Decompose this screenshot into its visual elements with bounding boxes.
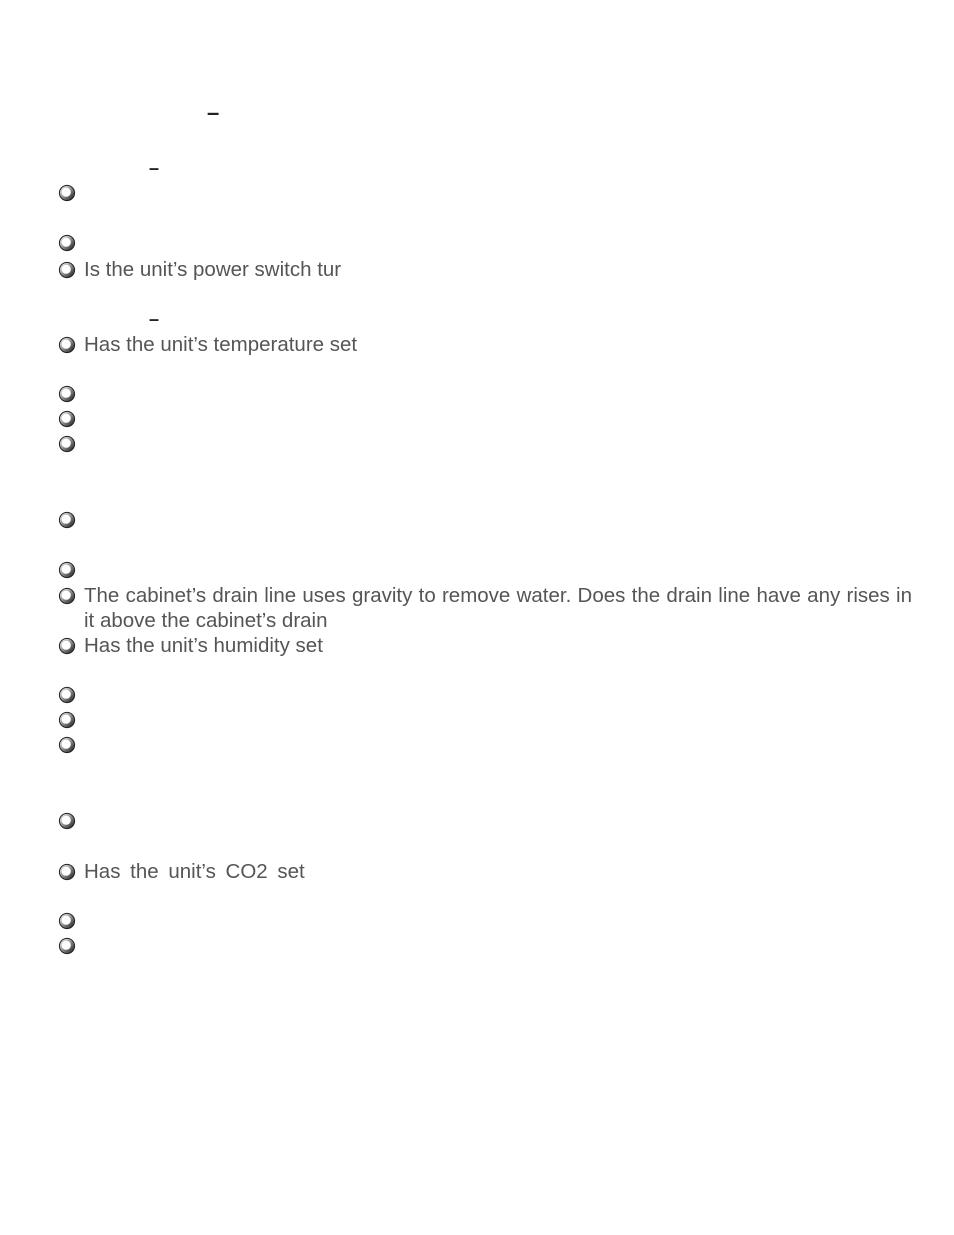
radio-circle-icon[interactable]	[58, 682, 76, 707]
checklist-item	[58, 257, 912, 282]
radio-circle-icon[interactable]	[58, 507, 76, 532]
radio-circle-icon[interactable]	[58, 230, 76, 255]
checklist-item-text: The cabinet’s drain line uses gravity to remove water. Does the drain line have any rises in it above the cabinet’s drain	[84, 584, 912, 632]
radio-circle-icon[interactable]	[58, 933, 76, 958]
checklist-item	[58, 859, 912, 884]
checklist-item-text: Has the unit’s CO2 set	[84, 860, 305, 883]
checklist-item-text: Has the unit’s humidity set	[84, 634, 323, 657]
checklist-item	[58, 633, 912, 658]
radio-circle-icon[interactable]	[58, 908, 76, 933]
radio-circle-icon[interactable]	[58, 808, 76, 833]
checklist-item-text: Is the unit’s power switch tur	[84, 258, 342, 281]
heading-dash: –	[207, 100, 220, 125]
radio-circle-icon[interactable]	[58, 381, 76, 406]
subheading-dash: –	[149, 158, 160, 178]
radio-circle-icon[interactable]	[58, 732, 76, 757]
radio-circle-icon[interactable]	[58, 431, 76, 456]
radio-circle-icon[interactable]	[58, 180, 76, 205]
radio-circle-icon[interactable]	[58, 332, 76, 357]
radio-circle-icon[interactable]	[58, 583, 76, 608]
radio-circle-icon[interactable]	[58, 557, 76, 582]
radio-circle-icon[interactable]	[58, 859, 76, 884]
checklist-item-text: Has the unit’s temperature set	[84, 333, 358, 356]
checklist-item	[58, 332, 912, 357]
radio-circle-icon[interactable]	[58, 406, 76, 431]
subheading-dash: –	[149, 309, 160, 329]
radio-circle-icon[interactable]	[58, 707, 76, 732]
radio-circle-icon[interactable]	[58, 257, 76, 282]
checklist-item	[58, 583, 912, 633]
radio-circle-icon[interactable]	[58, 633, 76, 658]
